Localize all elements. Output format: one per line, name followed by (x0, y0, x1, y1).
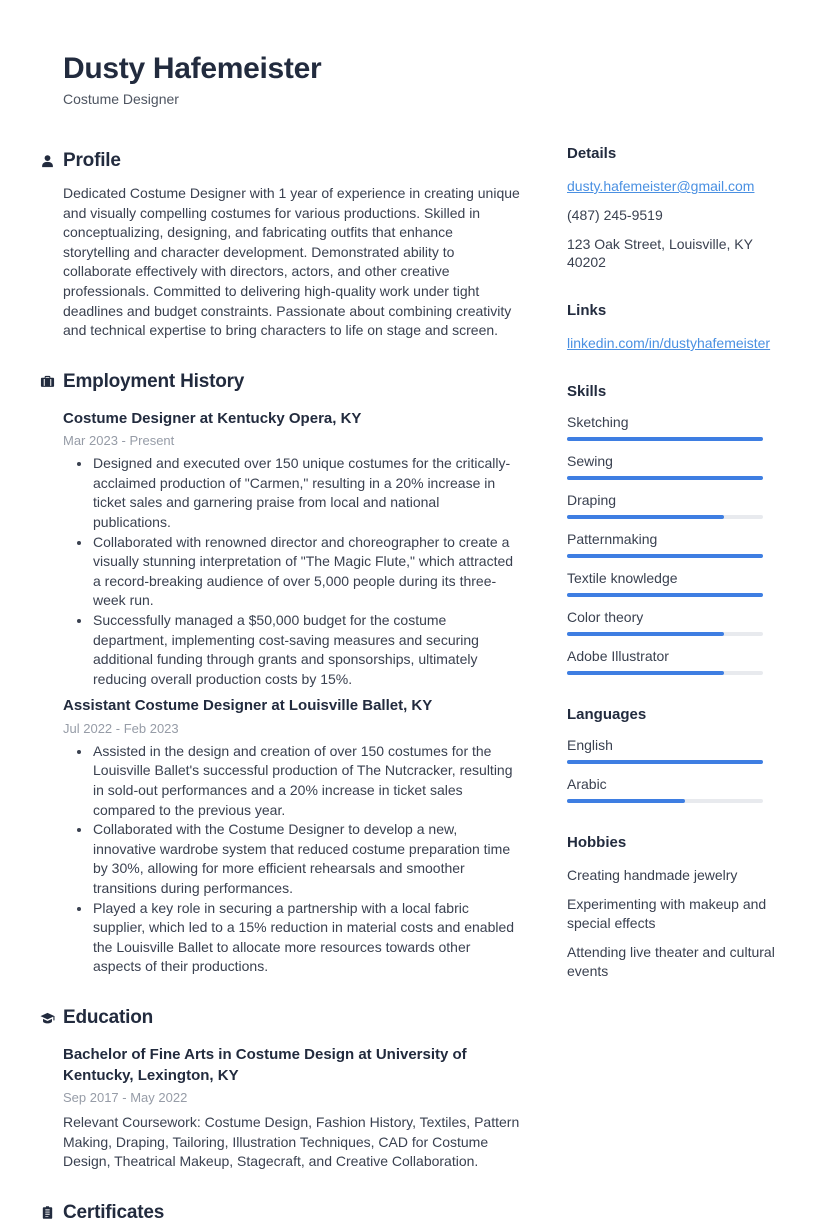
employment-heading: Employment History (63, 370, 245, 392)
meter-fill (567, 515, 724, 519)
links-heading: Links (567, 302, 607, 319)
meter-fill (567, 593, 763, 597)
meter-label: Arabic (567, 776, 607, 792)
meter-track (567, 760, 763, 764)
section-education (40, 1005, 520, 1172)
candidate-name: Dusty Hafemeister (63, 52, 322, 85)
skills-list (567, 414, 783, 675)
postal-address: 123 Oak Street, Louisville, KY 40202 (567, 236, 753, 270)
education-heading-row (40, 1005, 520, 1031)
meter-label: English (567, 737, 613, 753)
meter-track (567, 593, 763, 597)
graduation-cap-icon (40, 1011, 55, 1026)
main-column (40, 52, 520, 1226)
job-bullet: • Assisted in the design and creation of over 150 costumes for the Louisville Ballet's successful production of The Nutcracker, resulting in sold-out performances and a 20% increase in ticket sales compared to the previous year. (92, 742, 520, 820)
skill-item (567, 414, 783, 441)
meter-label: Adobe Illustrator (567, 648, 669, 664)
job-bullet: • Collaborated with the Costume Designer to develop a new, innovative wardrobe system that reduced costume preparation time by 30%, allowing for more efficient rehearsals and smoother transitions during performances. (92, 820, 520, 898)
skill-item (567, 648, 783, 675)
skills-heading: Skills (567, 383, 607, 400)
meter-fill (567, 437, 763, 441)
skill-item (567, 609, 783, 636)
meter-track (567, 476, 763, 480)
meter-track (567, 671, 763, 675)
sidebar-hobbies (567, 833, 783, 982)
meter-label: Draping (567, 492, 617, 508)
job-dates: Jul 2022 - Feb 2023 (63, 720, 179, 736)
sidebar-languages (567, 705, 783, 803)
meter-label: Textile knowledge (567, 570, 678, 586)
hobby-item: Attending live theater and cultural events (567, 943, 775, 979)
employment-entry (63, 696, 520, 977)
employment-entry (63, 409, 520, 690)
sidebar-details (567, 144, 783, 271)
section-profile (40, 148, 520, 341)
meter-fill (567, 632, 724, 636)
hobby-item: Experimenting with makeup and special effects (567, 895, 767, 931)
link-row (567, 334, 783, 352)
profile-heading-row (40, 148, 520, 174)
person-icon (40, 154, 55, 169)
education-heading: Education (63, 1007, 154, 1028)
hobby-item: Creating handmade jewelry (567, 867, 738, 883)
clipboard-icon (40, 1205, 55, 1220)
meter-fill (567, 671, 724, 675)
job-bullets (63, 454, 520, 689)
education-entry (63, 1045, 520, 1172)
meter-label: Sewing (567, 453, 613, 469)
hobbies-list (567, 866, 783, 982)
meter-label: Sketching (567, 414, 629, 430)
education-description: Relevant Coursework: Costume Design, Fashion History, Textiles, Pattern Making, Draping, Tailoring, Illustration Techniques, CAD for Costume Design, Theatrical Makeup, Stagecraft, and Creative Collaboration. (63, 1114, 520, 1170)
profile-text: Dedicated Costume Designer with 1 year of experience in creating unique and visually compelling costumes for various productions. Skilled in conceptualizing, designing, and fabricating outfits that enhance storytelling and character development. Demonstrated ability to collaborate effectively with directors, actors, and other creative professionals. Committed to delivering high-quality work under tight deadlines and budget constraints. Passionate about combining creativity and technical expertise to bring characters to life on stage and screen. (63, 185, 520, 339)
meter-fill (567, 476, 763, 480)
briefcase-icon (40, 374, 55, 389)
job-bullet: • Successfully managed a $50,000 budget for the costume department, implementing cost-saving measures and securing additional funding through grants and sponsorships, ultimately reducing overall production costs by 15%. (92, 611, 520, 689)
meter-track (567, 437, 763, 441)
resume-header (63, 52, 520, 108)
job-bullet: • Designed and executed over 150 unique costumes for the critically-acclaimed production of "Carmen," resulting in a 20% increase in ticket sales and garnering praise from local and national publications. (92, 454, 520, 532)
language-item (567, 737, 783, 764)
certificates-heading: Certificates (63, 1201, 165, 1223)
job-title: Costume Designer at Kentucky Opera, KY (63, 409, 362, 427)
language-item (567, 776, 783, 803)
meter-track (567, 632, 763, 636)
meter-fill (567, 799, 685, 803)
skill-item (567, 531, 783, 558)
job-bullet: • Collaborated with renowned director and choreographer to create a visually stunning interpretation of "The Magic Flute," which attracted a record-breaking audience of over 5,000 people during its three-week run. (92, 533, 520, 611)
links-list (567, 334, 783, 352)
section-certificates (40, 1200, 520, 1226)
meter-fill (567, 760, 763, 764)
skill-item (567, 492, 783, 519)
phone-number: (487) 245-9519 (567, 207, 663, 223)
education-degree: Bachelor of Fine Arts in Costume Design at University of Kentucky, Lexington, KY (63, 1046, 467, 1084)
employment-heading-row (40, 369, 520, 395)
details-heading: Details (567, 145, 617, 162)
sidebar (567, 144, 783, 982)
jobs-list (63, 409, 520, 977)
job-dates: Mar 2023 - Present (63, 433, 175, 449)
meter-track (567, 515, 763, 519)
section-employment (40, 369, 520, 977)
sidebar-skills (567, 382, 783, 675)
languages-heading: Languages (567, 706, 647, 723)
languages-list (567, 737, 783, 803)
job-bullet: • Played a key role in securing a partnership with a local fabric supplier, which led to a 15% reduction in material costs and enabled the Louisville Ballet to allocate more resources towards other aspects of their productions. (92, 899, 520, 977)
meter-track (567, 799, 763, 803)
meter-fill (567, 554, 763, 558)
candidate-job-title: Costume Designer (63, 91, 179, 107)
meter-track (567, 554, 763, 558)
email-row (567, 177, 783, 195)
email-link[interactable]: dusty.hafemeister@gmail.com (567, 178, 755, 194)
meter-label: Patternmaking (567, 531, 658, 547)
education-dates: Sep 2017 - May 2022 (63, 1090, 188, 1105)
linkedin-link[interactable]: linkedin.com/in/dustyhafemeister (567, 335, 771, 351)
hobbies-heading: Hobbies (567, 834, 627, 851)
skill-item (567, 570, 783, 597)
skill-item (567, 453, 783, 480)
meter-label: Color theory (567, 609, 644, 625)
job-title: Assistant Costume Designer at Louisville Ballet, KY (63, 697, 433, 715)
certificates-heading-row (40, 1200, 520, 1226)
sidebar-links (567, 301, 783, 352)
job-bullets (63, 742, 520, 977)
profile-heading: Profile (63, 150, 121, 171)
